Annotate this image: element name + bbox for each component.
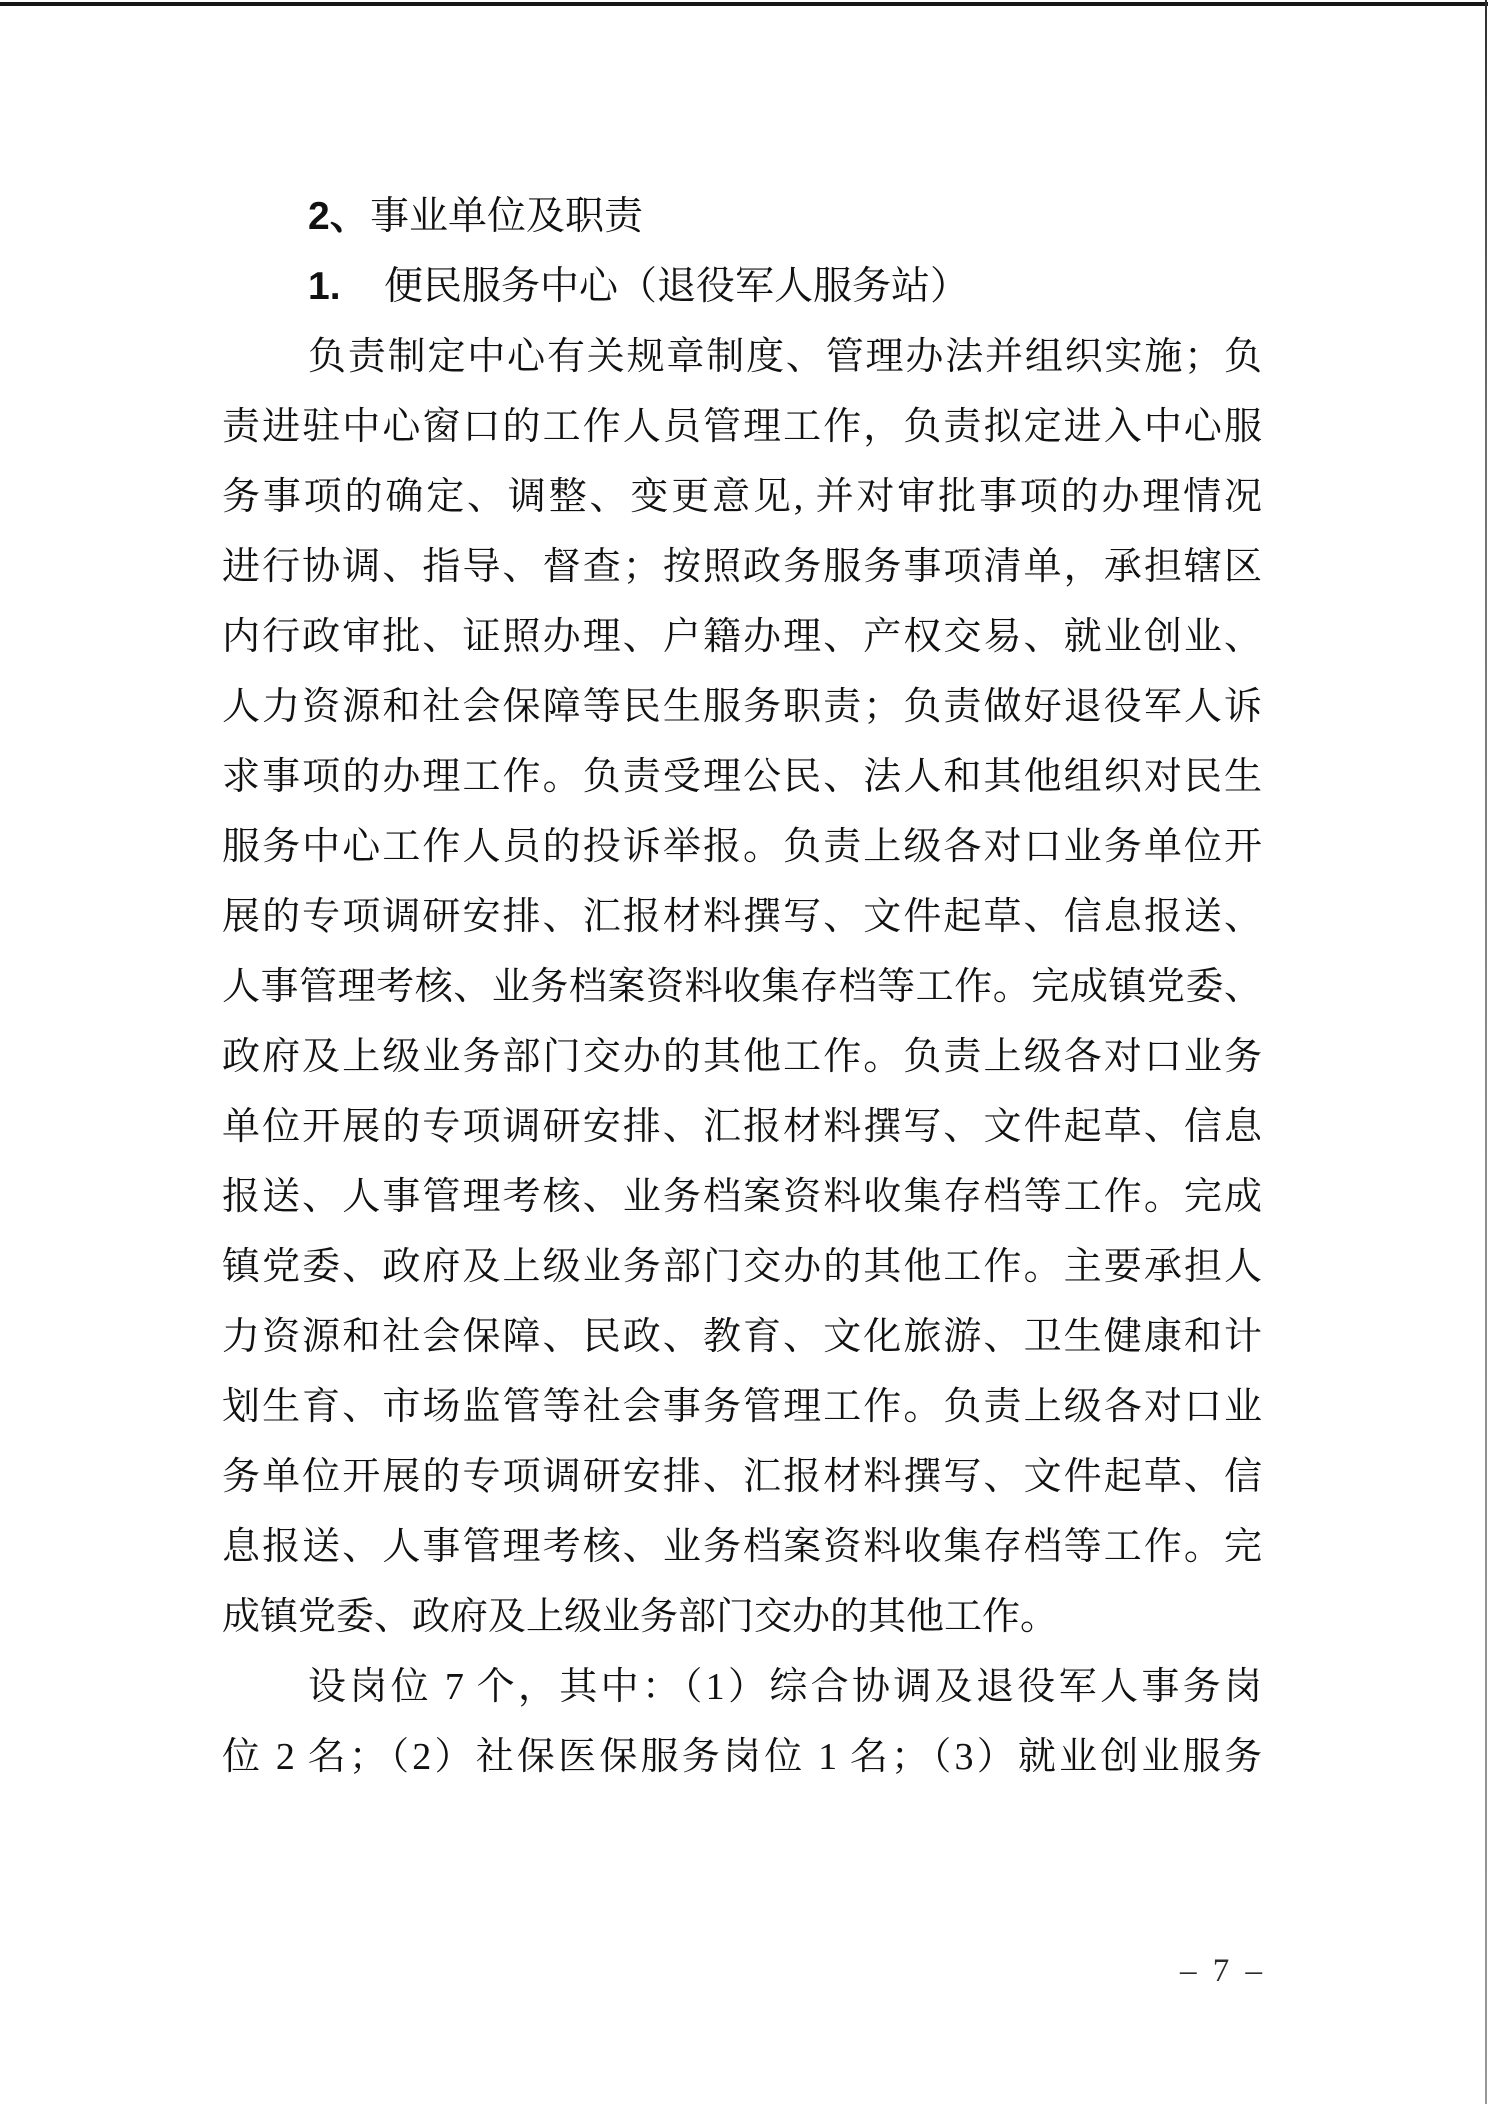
paragraph-line: 单位开展的专项调研安排、汇报材料撰写、文件起草、信息 <box>222 1106 1262 1148</box>
paragraph-line: 息报送、人事管理考核、业务档案资料收集存档等工作。完 <box>222 1526 1262 1568</box>
subsection-heading-marker: 1. <box>308 265 341 308</box>
page-number: – 7 – <box>1180 1953 1262 1989</box>
paragraph-line: 设岗位 7 个，其中：（1）综合协调及退役军人事务岗 <box>308 1666 1262 1708</box>
paragraph-line: 政府及上级业务部门交办的其他工作。负责上级各对口业务 <box>222 1036 1262 1078</box>
paragraph-line: 务事项的确定、调整、变更意见, 并对审批事项的办理情况 <box>222 476 1262 518</box>
paragraph-line: 力资源和社会保障、民政、教育、文化旅游、卫生健康和计 <box>222 1316 1262 1358</box>
paragraph-line: 位 2 名；（2）社保医保服务岗位 1 名；（3）就业创业服务 <box>222 1736 1262 1778</box>
paragraph-line: 人力资源和社会保障等民生服务职责；负责做好退役军人诉 <box>222 686 1262 728</box>
paragraph-line: 求事项的办理工作。负责受理公民、法人和其他组织对民生 <box>222 756 1262 798</box>
paragraph-line: 展的专项调研安排、汇报材料撰写、文件起草、信息报送、 <box>222 896 1262 938</box>
paragraph-line: 成镇党委、政府及上级业务部门交办的其他工作。 <box>222 1596 1059 1638</box>
paragraph-line: 服务中心工作人员的投诉举报。负责上级各对口业务单位开 <box>222 826 1262 868</box>
subsection-heading <box>222 252 1262 322</box>
paragraph-line: 负责制定中心有关规章制度、管理办法并组织实施；负 <box>308 336 1262 378</box>
paragraph-line: 划生育、市场监管等社会事务管理工作。负责上级各对口业 <box>222 1386 1262 1428</box>
paragraph-line: 内行政审批、证照办理、户籍办理、产权交易、就业创业、 <box>222 616 1262 658</box>
paragraph-line: 务单位开展的专项调研安排、汇报材料撰写、文件起草、信 <box>222 1456 1262 1498</box>
section-heading-marker: 2、 <box>308 195 369 238</box>
paragraph-line: 进行协调、指导、督查；按照政务服务事项清单，承担辖区 <box>222 546 1262 588</box>
section-heading <box>222 182 1262 252</box>
section-heading-title: 事业单位及职责 <box>370 195 644 238</box>
subsection-heading-title: 便民服务中心（退役军人服务站） <box>384 265 970 308</box>
page-frame-right <box>1485 0 1487 2104</box>
document-body <box>222 182 1262 1792</box>
paragraph-line: 镇党委、政府及上级业务部门交办的其他工作。主要承担人 <box>222 1246 1262 1288</box>
paragraph-line: 报送、人事管理考核、业务档案资料收集存档等工作。完成 <box>222 1176 1262 1218</box>
page-frame-top <box>0 2 1488 6</box>
paragraph-line: 人事管理考核、业务档案资料收集存档等工作。完成镇党委、 <box>222 966 1262 1008</box>
paragraph-line: 责进驻中心窗口的工作人员管理工作，负责拟定进入中心服 <box>222 406 1262 448</box>
